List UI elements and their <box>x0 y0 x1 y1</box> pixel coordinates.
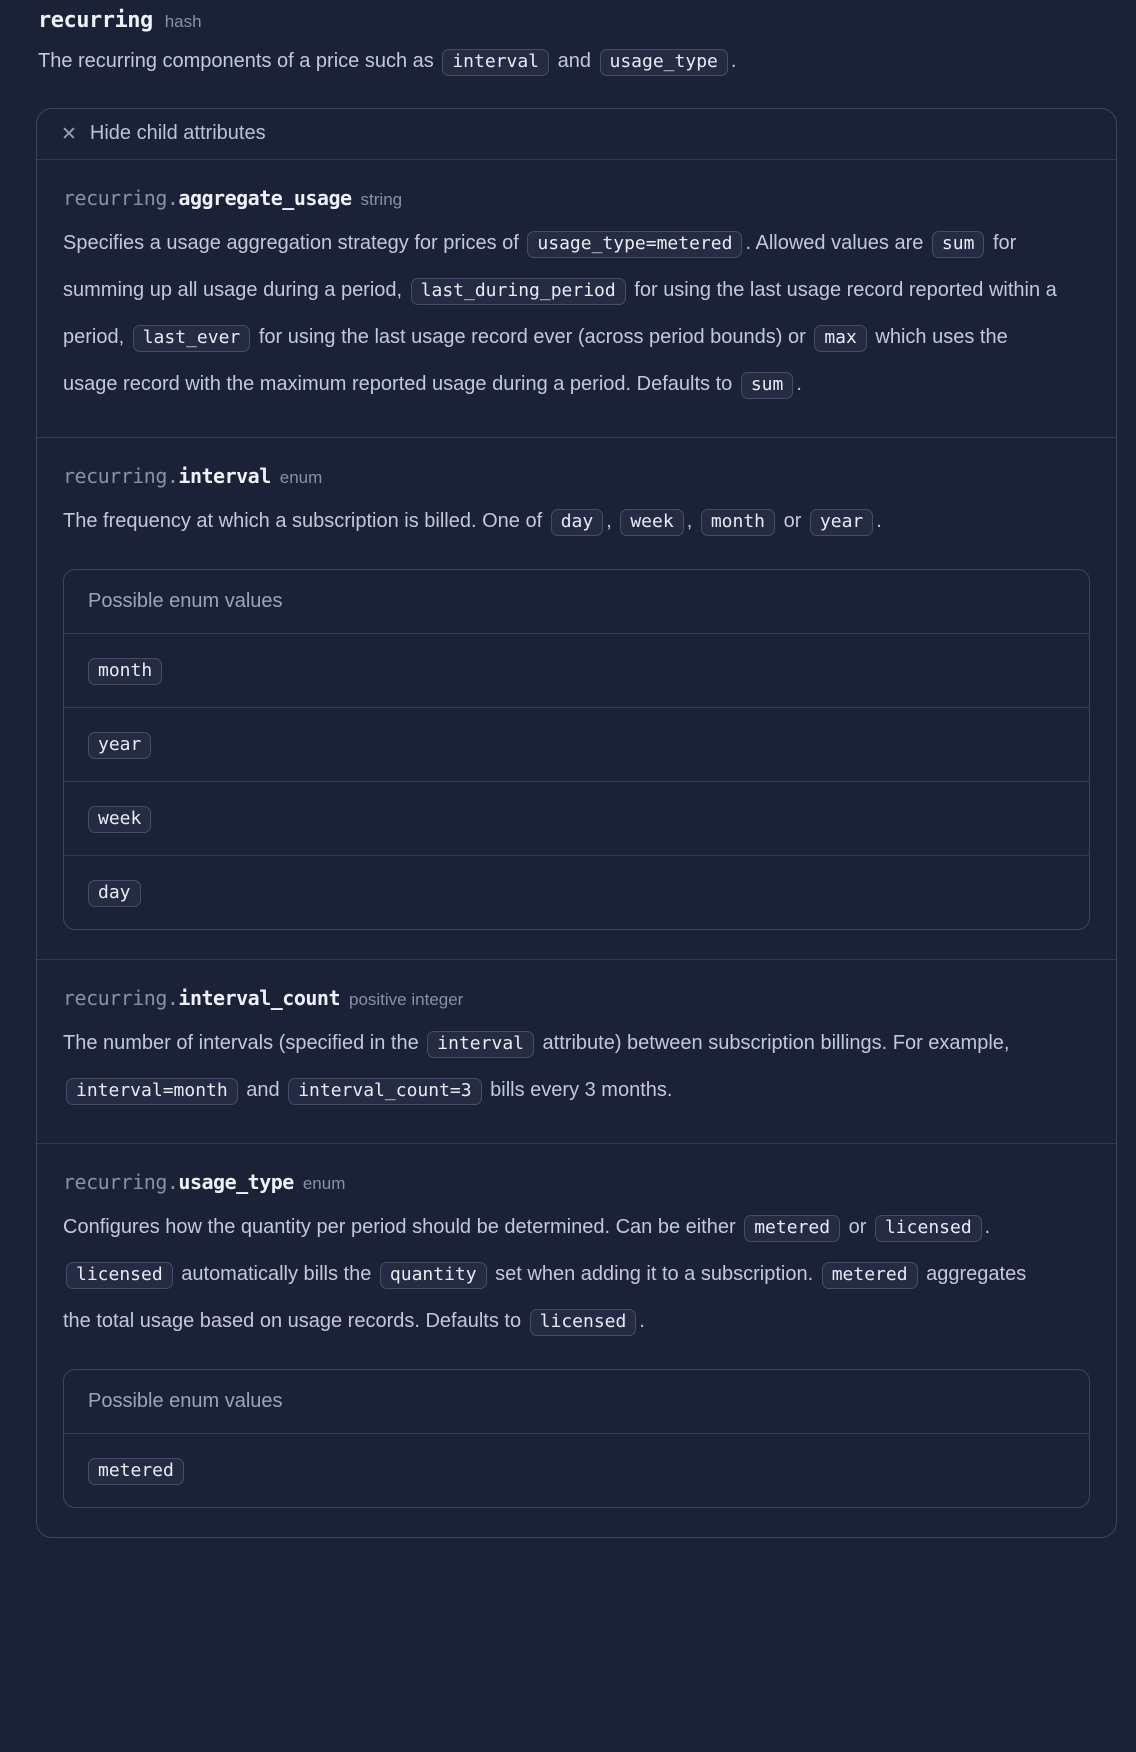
attribute-child-name: aggregate_usage <box>178 186 352 210</box>
enum-value-chip: month <box>88 658 162 685</box>
enum-value-row <box>64 707 1089 781</box>
attribute-child-name: usage_type <box>178 1170 294 1194</box>
inline-code: metered <box>822 1262 918 1289</box>
attribute-prefix: recurring. <box>63 186 179 210</box>
child-attributes-panel <box>36 108 1117 1538</box>
attribute-title-row <box>36 8 1117 33</box>
inline-code: day <box>551 509 604 536</box>
attribute-child-description: Specifies a usage aggregation strategy for prices of usage_type=metered . Allowed values are sum for summing up all usage during a period, last_during_period for using the last usage record reported within a period, last_ever for using the last usage record ever (across period bounds) or max which uses the usage record with the maximum reported usage during a period. Defaults to sum . <box>63 220 1058 408</box>
inline-code: last_during_period <box>411 278 626 305</box>
enum-value-chip: year <box>88 732 151 759</box>
attribute-child-type: enum <box>302 1174 346 1193</box>
possible-enum-values-box <box>63 569 1090 930</box>
enum-value-row <box>64 1434 1089 1507</box>
attribute-type-badge: hash <box>164 12 202 31</box>
attribute-child-description: Configures how the quantity per period should be determined. Can be either metered or licensed . licensed automatically bills the quantity set when adding it to a subscription. metered aggregates the total usage based on usage records. Defaults to licensed . <box>63 1204 1058 1345</box>
enum-value-row <box>64 781 1089 855</box>
inline-code: year <box>810 509 873 536</box>
enum-value-chip: metered <box>88 1458 184 1485</box>
inline-code: sum <box>932 231 985 258</box>
inline-code: max <box>814 325 867 352</box>
attribute-prefix: recurring. <box>63 464 179 488</box>
hide-child-attributes-label: Hide child attributes <box>89 122 266 144</box>
inline-code: week <box>620 509 683 536</box>
attribute-section-usage-type <box>37 1144 1116 1537</box>
inline-code: interval_count=3 <box>288 1078 481 1105</box>
attribute-description: The recurring components of a price such as interval and usage_type . <box>36 41 1031 82</box>
attribute-heading <box>63 464 1090 488</box>
inline-code: licensed <box>530 1309 637 1336</box>
inline-code: interval <box>427 1031 534 1058</box>
inline-code: interval <box>442 49 549 76</box>
attribute-child-description: The number of intervals (specified in the interval attribute) between subscription billings. For example, interval=month and interval_count=3 bills every 3 months. <box>63 1020 1058 1114</box>
attribute-prefix: recurring. <box>63 1170 179 1194</box>
attribute-child-name: interval_count <box>178 986 340 1010</box>
inline-code: last_ever <box>133 325 251 352</box>
attribute-section-interval <box>37 438 1116 960</box>
attribute-heading <box>63 1170 1090 1194</box>
enum-value-row <box>64 634 1089 707</box>
attribute-child-name: interval <box>178 464 271 488</box>
attribute-heading <box>63 186 1090 210</box>
possible-enum-values-box <box>63 1369 1090 1508</box>
attribute-name: recurring <box>38 8 153 33</box>
inline-code: usage_type=metered <box>527 231 742 258</box>
enum-value-chip: day <box>88 880 141 907</box>
attribute-child-type: enum <box>279 468 323 487</box>
attribute-section-interval-count <box>37 960 1116 1144</box>
inline-code: licensed <box>875 1215 982 1242</box>
close-icon: ✕ <box>61 124 77 145</box>
attribute-child-type: string <box>360 190 403 209</box>
inline-code: metered <box>744 1215 840 1242</box>
attribute-child-description: The frequency at which a subscription is billed. One of day , week , month or year . <box>63 498 1058 545</box>
attribute-heading <box>63 986 1090 1010</box>
hide-child-attributes-button[interactable] <box>37 109 1116 160</box>
inline-code: usage_type <box>600 49 728 76</box>
enum-box-title: Possible enum values <box>64 1370 1089 1434</box>
enum-value-chip: week <box>88 806 151 833</box>
inline-code: sum <box>741 372 794 399</box>
inline-code: interval=month <box>66 1078 238 1105</box>
inline-code: quantity <box>380 1262 487 1289</box>
inline-code: month <box>701 509 775 536</box>
enum-value-row <box>64 855 1089 929</box>
attribute-section-aggregate-usage <box>37 160 1116 438</box>
enum-box-title: Possible enum values <box>64 570 1089 634</box>
attribute-child-type: positive integer <box>349 990 464 1009</box>
inline-code: licensed <box>66 1262 173 1289</box>
attribute-prefix: recurring. <box>63 986 179 1010</box>
